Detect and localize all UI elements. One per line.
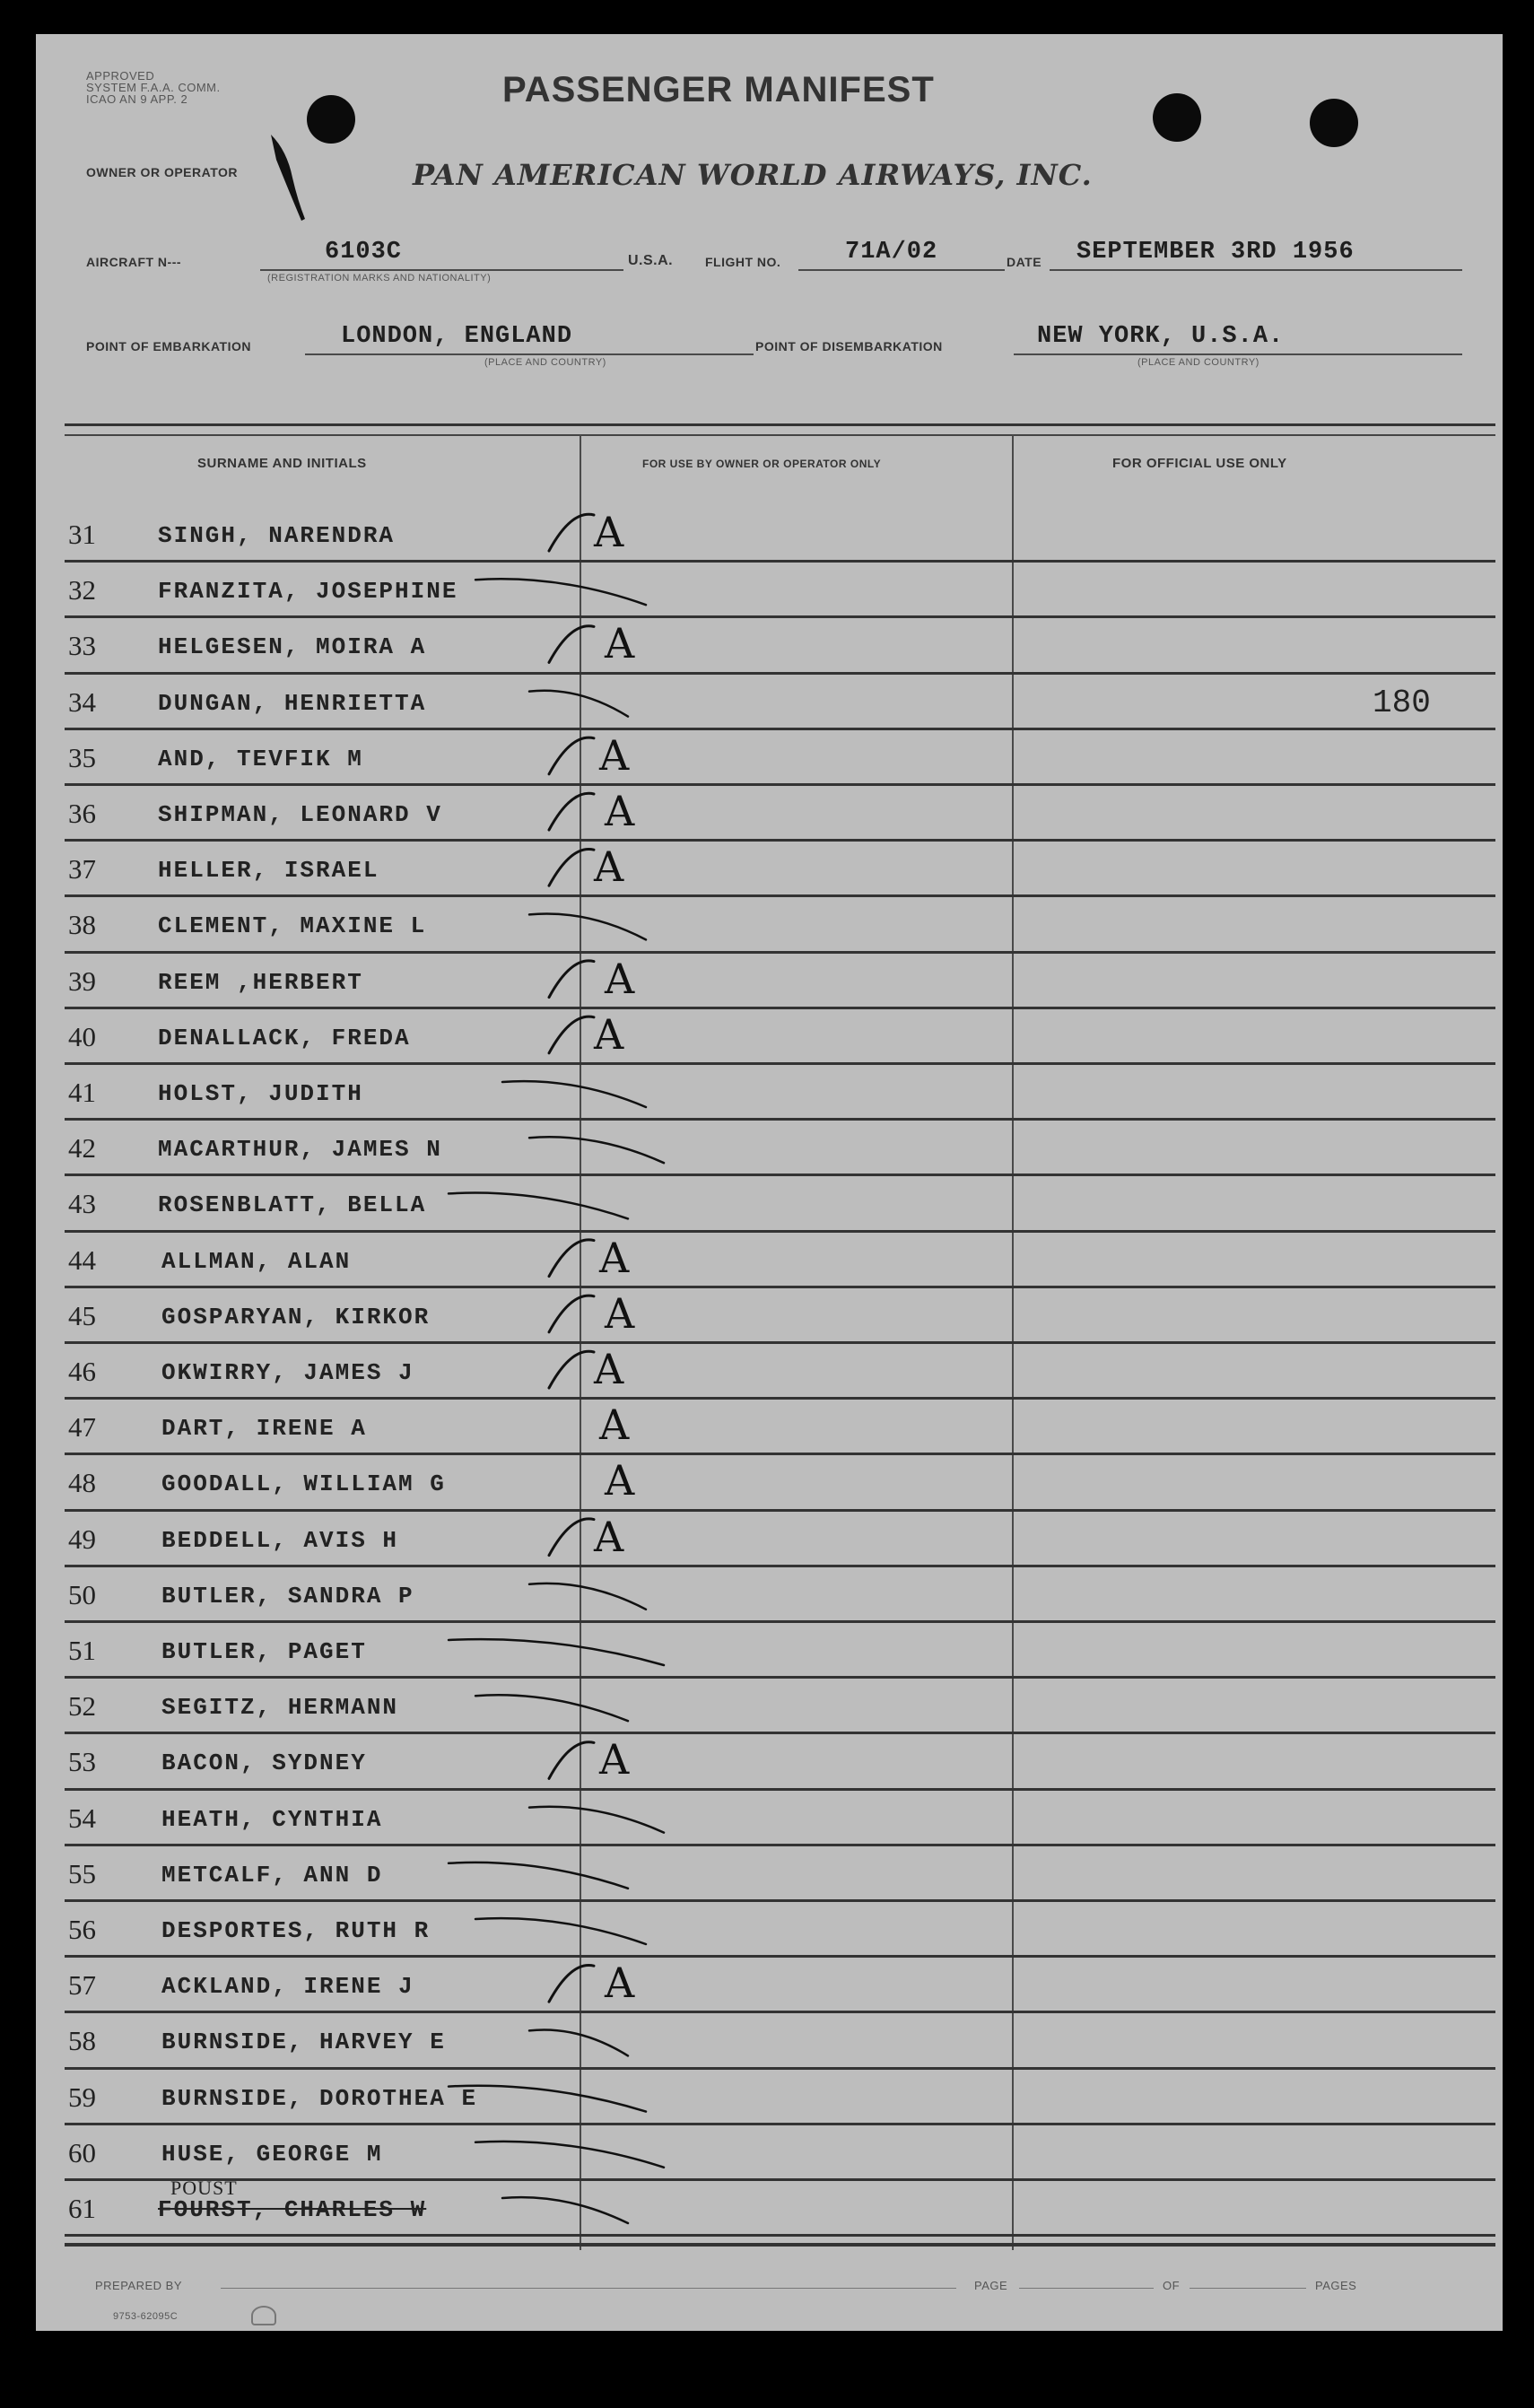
passenger-name: GOODALL, WILLIAM G xyxy=(161,1470,446,1498)
passenger-name: HOLST, JUDITH xyxy=(158,1080,363,1107)
tick-stroke xyxy=(529,914,646,940)
passenger-name: CLEMENT, MAXINE L xyxy=(158,912,427,940)
passenger-name: FRANZITA, JOSEPHINE xyxy=(158,578,458,606)
tick-stroke xyxy=(449,1193,628,1219)
of-label: OF xyxy=(1163,2279,1181,2292)
status-mark: A xyxy=(605,1456,635,1505)
passenger-name: ROSENBLATT, BELLA xyxy=(158,1191,427,1219)
ink-blot xyxy=(271,135,305,221)
tick-stroke xyxy=(502,2197,628,2223)
passenger-name: DUNGAN, HENRIETTA xyxy=(158,689,427,717)
approval-line: ICAO AN 9 APP. 2 xyxy=(86,92,188,106)
row-number: 32 xyxy=(68,574,96,606)
passenger-name: HUSE, GEORGE M xyxy=(161,2140,383,2168)
page-title: PASSENGER MANIFEST xyxy=(502,70,935,109)
check-mark xyxy=(549,1742,594,1779)
passenger-name: HELLER, ISRAEL xyxy=(158,857,379,885)
tick-stroke xyxy=(529,691,628,717)
check-mark xyxy=(549,961,594,998)
status-mark: A xyxy=(599,730,630,780)
row-number: 53 xyxy=(68,1746,96,1778)
row-number: 44 xyxy=(68,1243,96,1276)
status-mark: A xyxy=(605,1959,635,2008)
passenger-name: BUTLER, SANDRA P xyxy=(161,1582,414,1610)
tick-stroke xyxy=(475,2142,664,2168)
passenger-name: DART, IRENE A xyxy=(161,1415,367,1443)
passenger-name: DENALLACK, FREDA xyxy=(158,1024,411,1051)
page-label: PAGE xyxy=(974,2279,1008,2292)
status-mark: A xyxy=(594,1009,624,1059)
flight-label: FLIGHT NO. xyxy=(705,255,781,269)
status-mark: A xyxy=(605,787,635,835)
tick-stroke xyxy=(475,1695,628,1721)
passenger-name: BEDDELL, AVIS H xyxy=(161,1526,399,1554)
row-number: 34 xyxy=(68,685,96,718)
row-number: 45 xyxy=(68,1299,96,1331)
passenger-name: MACARTHUR, JAMES N xyxy=(158,1136,442,1164)
usa-label: U.S.A. xyxy=(628,253,674,268)
row-number: 61 xyxy=(68,2193,96,2224)
passenger-name: SEGITZ, HERMANN xyxy=(161,1694,399,1722)
pages-label: PAGES xyxy=(1315,2279,1357,2292)
row-number: 49 xyxy=(68,1522,96,1555)
row-number: 39 xyxy=(68,964,96,997)
check-mark xyxy=(549,850,594,886)
passenger-name: OKWIRRY, JAMES J xyxy=(161,1359,414,1386)
embark-caption: (PLACE AND COUNTRY) xyxy=(484,357,606,368)
status-mark: A xyxy=(594,1512,624,1561)
disembark-value: NEW YORK, U.S.A. xyxy=(1037,323,1285,350)
row-number: 48 xyxy=(68,1467,96,1499)
approval-line: SYSTEM F.A.A. COMM. xyxy=(86,81,221,94)
check-mark xyxy=(549,626,594,663)
row-number: 57 xyxy=(68,1969,96,2002)
date-value: SEPTEMBER 3RD 1956 xyxy=(1076,239,1355,266)
row-number: 50 xyxy=(68,1578,96,1610)
passenger-name: HELGESEN, MOIRA A xyxy=(158,633,427,661)
check-mark xyxy=(549,1351,594,1388)
tick-stroke xyxy=(529,1807,664,1833)
row-number: 38 xyxy=(68,909,96,941)
status-mark: A xyxy=(594,842,624,892)
row-number: 51 xyxy=(68,1635,96,1666)
row-number: 47 xyxy=(68,1411,96,1444)
operator-name: PAN AMERICAN WORLD AIRWAYS, INC. xyxy=(413,158,1093,192)
row-number: 41 xyxy=(68,1077,96,1108)
row-number: 56 xyxy=(68,1914,96,1945)
passenger-name: DESPORTES, RUTH R xyxy=(161,1917,431,1944)
tick-stroke xyxy=(529,2030,628,2056)
status-mark: A xyxy=(599,1233,630,1282)
approval-line: APPROVED xyxy=(86,69,155,83)
row-number: 52 xyxy=(68,1690,96,1723)
column-header-owner: FOR USE BY OWNER OR OPERATOR ONLY xyxy=(642,458,882,470)
tick-stroke xyxy=(475,1918,646,1944)
manifest-sheet xyxy=(36,34,1503,2331)
passenger-name: REEM ,HERBERT xyxy=(158,968,363,996)
check-mark xyxy=(549,793,594,830)
check-mark xyxy=(549,1519,594,1556)
check-mark xyxy=(549,1296,594,1332)
status-mark: A xyxy=(594,1345,624,1393)
row-number: 33 xyxy=(68,630,96,662)
passenger-name: BUTLER, PAGET xyxy=(161,1638,367,1665)
disembark-caption: (PLACE AND COUNTRY) xyxy=(1137,357,1259,368)
status-mark: A xyxy=(599,1400,630,1450)
tick-stroke xyxy=(529,1137,664,1163)
prepared-by-label: PREPARED BY xyxy=(95,2279,183,2292)
handwritten-correction: POUST xyxy=(170,2177,238,2199)
tick-stroke xyxy=(475,579,646,605)
row-number: 42 xyxy=(68,1132,96,1165)
column-header-official: FOR OFFICIAL USE ONLY xyxy=(1112,456,1287,471)
tick-stroke xyxy=(449,1863,628,1889)
tick-stroke xyxy=(449,2086,646,2112)
tick-stroke xyxy=(529,1584,646,1610)
row-number: 40 xyxy=(68,1020,96,1052)
form-code: 9753-62095C xyxy=(113,2311,179,2322)
owner-label: OWNER OR OPERATOR xyxy=(86,165,238,179)
row-number: 60 xyxy=(68,2136,96,2168)
registration-caption: (REGISTRATION MARKS AND NATIONALITY) xyxy=(267,273,492,284)
passenger-name: FOURST, CHARLES W xyxy=(158,2196,427,2223)
status-mark: A xyxy=(599,1735,630,1784)
passenger-name: GOSPARYAN, KIRKOR xyxy=(161,1303,431,1331)
row-number: 43 xyxy=(68,1188,96,1220)
row-number: 37 xyxy=(68,853,96,886)
passenger-name: ACKLAND, IRENE J xyxy=(161,1973,414,2001)
flight-value: 71A/02 xyxy=(845,239,938,266)
passenger-name: BACON, SYDNEY xyxy=(161,1749,367,1777)
handwriting-layer xyxy=(36,34,1503,2331)
check-mark xyxy=(549,1016,594,1053)
date-label: DATE xyxy=(1007,255,1042,269)
row-number: 46 xyxy=(68,1356,96,1387)
passenger-name: METCALF, ANN D xyxy=(161,1861,383,1889)
status-mark: A xyxy=(605,1288,635,1338)
tick-stroke xyxy=(449,1639,664,1665)
row-number: 36 xyxy=(68,798,96,829)
status-mark: A xyxy=(605,954,635,1003)
aircraft-value: 6103C xyxy=(325,239,403,266)
column-header-surname: SURNAME AND INITIALS xyxy=(197,456,367,471)
row-number: 59 xyxy=(68,2081,96,2113)
status-mark: A xyxy=(605,619,635,668)
embark-label: POINT OF EMBARKATION xyxy=(86,339,251,353)
check-mark xyxy=(549,737,594,774)
passenger-name: AND, TEVFIK M xyxy=(158,745,363,772)
passenger-name: SINGH, NARENDRA xyxy=(158,522,396,549)
passenger-name: BURNSIDE, DOROTHEA E xyxy=(161,2084,478,2112)
check-mark xyxy=(549,514,594,551)
passenger-name: HEATH, CYNTHIA xyxy=(161,1805,383,1833)
status-mark: A xyxy=(594,508,624,556)
row-number: 58 xyxy=(68,2025,96,2057)
passenger-name: BURNSIDE, HARVEY E xyxy=(161,2028,446,2056)
tick-stroke xyxy=(502,1081,646,1107)
passenger-name: SHIPMAN, LEONARD V xyxy=(158,801,442,828)
row-number: 54 xyxy=(68,1802,96,1834)
passenger-name: ALLMAN, ALAN xyxy=(161,1247,352,1275)
embark-value: LONDON, ENGLAND xyxy=(341,323,573,350)
row-number: 55 xyxy=(68,1857,96,1889)
check-mark xyxy=(549,1240,594,1277)
aircraft-label: AIRCRAFT N--- xyxy=(86,255,182,269)
check-mark xyxy=(549,1966,594,2002)
row-number: 35 xyxy=(68,741,96,773)
disembark-label: POINT OF DISEMBARKATION xyxy=(755,339,943,353)
row-number: 31 xyxy=(68,519,96,550)
official-annotation: 180 xyxy=(1373,684,1431,721)
